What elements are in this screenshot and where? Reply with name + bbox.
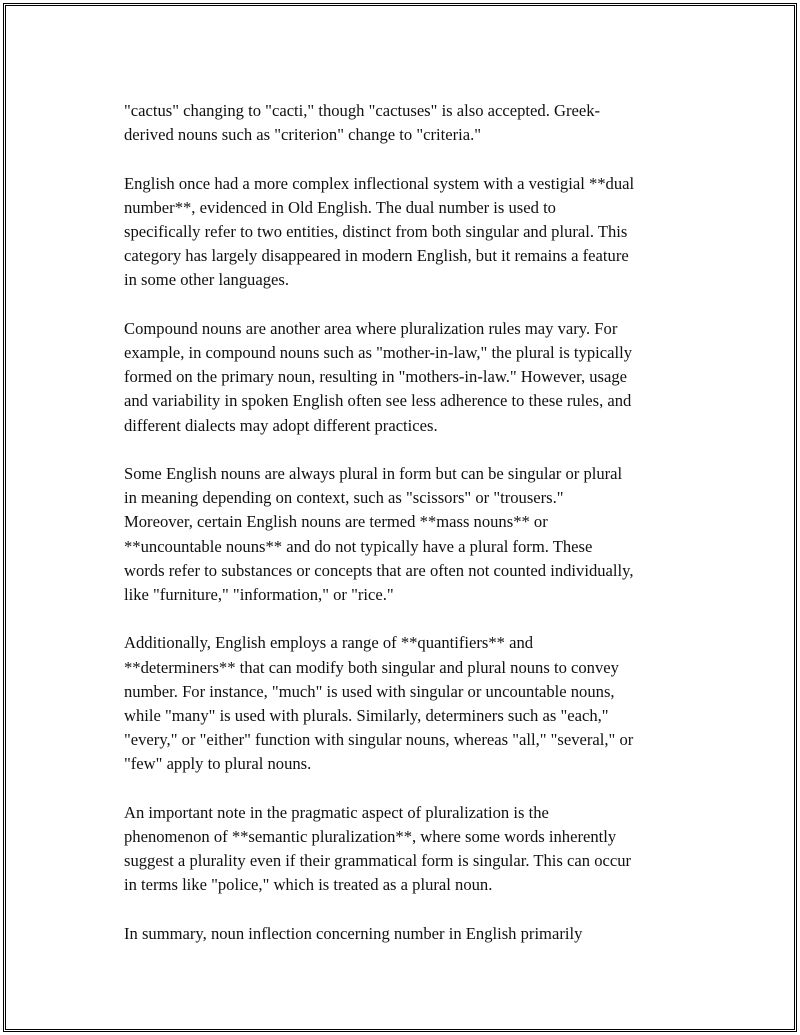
text-line: Moreover, certain English nouns are termed **mass nouns** or bbox=[124, 512, 548, 532]
text-line: **determiners** that can modify both singular and plural nouns to convey bbox=[124, 657, 619, 677]
text-line: specifically refer to two entities, distinct from both singular and plural. This bbox=[124, 222, 628, 241]
text-line: Some English nouns are always plural in form but can be singular or plural bbox=[124, 464, 623, 483]
text-line: in meaning depending on context, such as "scissors" or "trousers." bbox=[124, 488, 564, 508]
text-line: "cactus" changing to "cacti," though "cactuses" is also accepted. Greek- bbox=[124, 101, 601, 120]
text-line: number. For instance, "much" is used with singular or uncountable nouns, bbox=[124, 681, 615, 701]
paragraph bbox=[124, 631, 699, 776]
text-line: "every," or "either" function with singular nouns, whereas "all," "several," or bbox=[124, 730, 634, 750]
text-line: example, in compound nouns such as "mother-in-law," the plural is typically bbox=[124, 343, 632, 362]
text-line: derived nouns such as "criterion" change to "criteria." bbox=[124, 125, 482, 145]
text-line: different dialects may adopt different practices. bbox=[124, 415, 438, 435]
document-body bbox=[124, 99, 699, 946]
page-border bbox=[3, 3, 797, 1032]
paragraph bbox=[124, 462, 699, 607]
text-line: In summary, noun inflection concerning number in English primarily bbox=[124, 923, 583, 943]
text-line: **uncountable nouns** and do not typically have a plural form. These bbox=[124, 536, 593, 556]
text-line: number**, evidenced in Old English. The dual number is used to bbox=[124, 197, 556, 217]
paragraph bbox=[124, 801, 699, 898]
text-line: in terms like "police," which is treated as a plural noun. bbox=[124, 875, 493, 895]
text-line: and variability in spoken English often see less adherence to these rules, and bbox=[124, 391, 632, 411]
paragraph bbox=[124, 922, 699, 946]
text-line: suggest a plurality even if their grammatical form is singular. This can occur bbox=[124, 851, 632, 871]
text-line: Additionally, English employs a range of **quantifiers** and bbox=[124, 633, 534, 653]
text-line: "few" apply to plural nouns. bbox=[124, 754, 312, 774]
paragraph bbox=[124, 172, 699, 293]
text-line: in some other languages. bbox=[124, 270, 289, 290]
text-line: Compound nouns are another area where pluralization rules may vary. For bbox=[124, 318, 618, 338]
text-line: English once had a more complex inflectional system with a vestigial **dual bbox=[124, 173, 635, 193]
text-line: like "furniture," "information," or "rice." bbox=[124, 585, 394, 605]
paragraph bbox=[124, 317, 699, 438]
text-line: phenomenon of **semantic pluralization**, where some words inherently bbox=[124, 827, 617, 847]
text-line: words refer to substances or concepts that are often not counted individually, bbox=[124, 560, 634, 580]
text-line: while "many" is used with plurals. Similarly, determiners such as "each," bbox=[124, 706, 609, 726]
text-line: formed on the primary noun, resulting in "mothers-in-law." However, usage bbox=[124, 367, 628, 387]
text-line: An important note in the pragmatic aspect of pluralization is the bbox=[124, 802, 549, 822]
paragraph bbox=[124, 99, 699, 147]
text-line: category has largely disappeared in modern English, but it remains a feature bbox=[124, 246, 629, 266]
page bbox=[6, 6, 794, 1029]
